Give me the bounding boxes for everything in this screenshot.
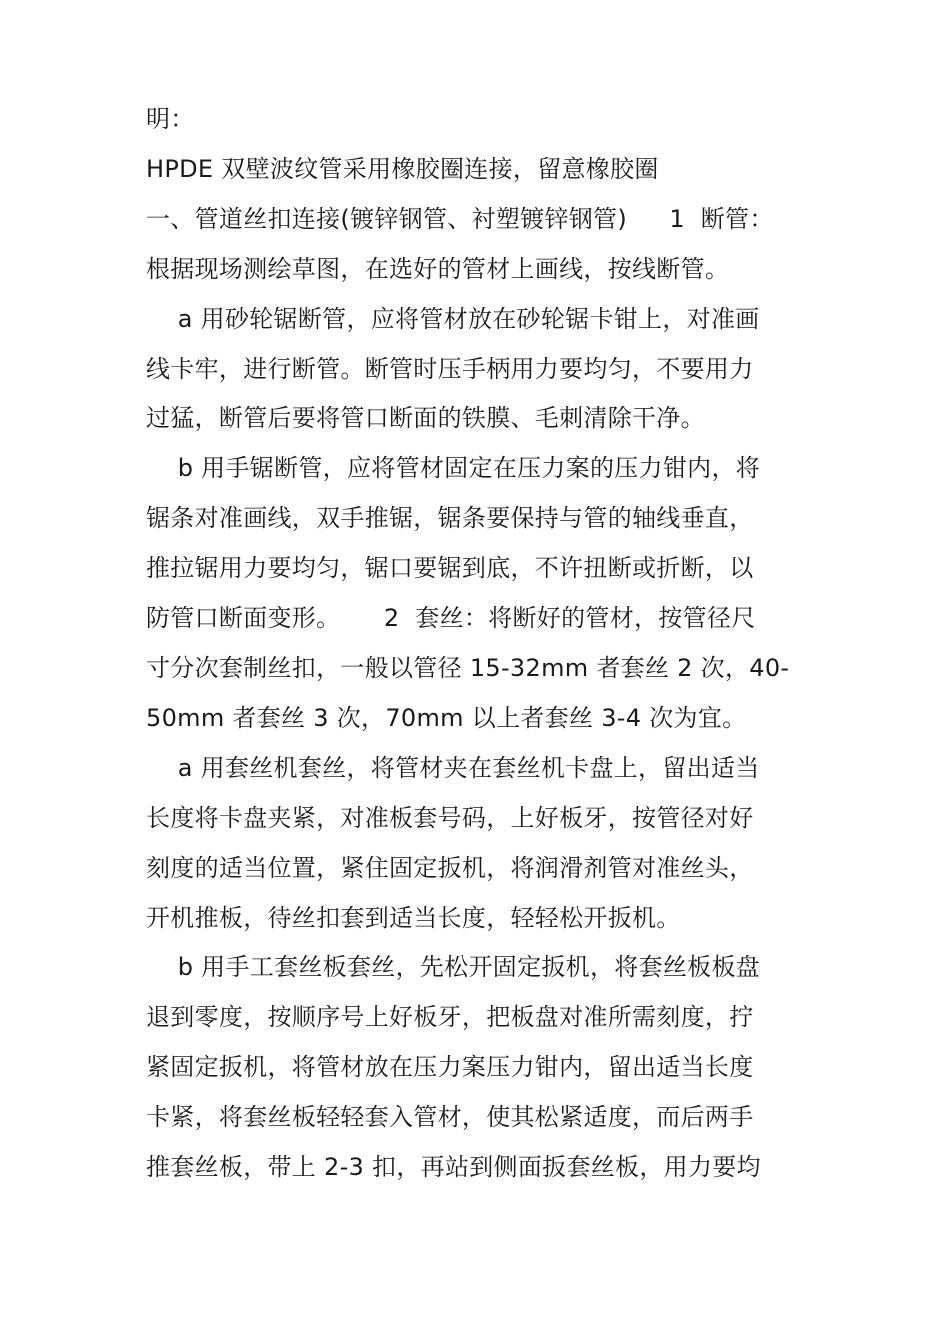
text-line: 明： [146, 105, 195, 133]
text-line: 卡紧，将套丝板轻轻套入管材，使其松紧适度，而后两手 [146, 1103, 754, 1131]
text-line: 防管口断面变形。 2 套丝：将断好的管材，按管径尺 [146, 604, 756, 632]
text-line: 推套丝板，带上 2-3 扣，再站到侧面扳套丝板，用力要均 [146, 1153, 761, 1181]
text-line: 开机推板，待丝扣套到适当长度，轻轻松开扳机。 [146, 904, 681, 932]
text-line: HPDE 双壁波纹管采用橡胶圈连接，留意橡胶圈 [146, 155, 659, 183]
text-line: 根据现场测绘草图，在选好的管材上画线，按线断管。 [146, 255, 730, 283]
text-line: 一、管道丝扣连接(镀锌钢管、衬塑镀锌钢管) 1 断管： [146, 205, 774, 233]
text-line: b 用手锯断管，应将管材固定在压力案的压力钳内，将 [146, 454, 761, 482]
text-line: 过猛，断管后要将管口断面的铁膜、毛刺清除干净。 [146, 404, 705, 432]
text-line: 线卡牢，进行断管。断管时压手柄用力要均匀，不要用力 [146, 355, 754, 383]
text-line: 寸分次套制丝扣，一般以管径 15-32mm 者套丝 2 次，40- [146, 654, 790, 682]
text-line: 刻度的适当位置，紧住固定扳机，将润滑剂管对准丝头， [146, 854, 754, 882]
text-line: 推拉锯用力要均匀，锯口要锯到底，不许扭断或折断，以 [146, 554, 754, 582]
text-line: 50mm 者套丝 3 次，70mm 以上者套丝 3-4 次为宜。 [146, 704, 747, 732]
text-line: 紧固定扳机，将管材放在压力案压力钳内，留出适当长度 [146, 1053, 754, 1081]
text-line: 锯条对准画线，双手推锯，锯条要保持与管的轴线垂直， [146, 504, 754, 532]
text-line: a 用砂轮锯断管，应将管材放在砂轮锯卡钳上，对准画 [146, 305, 760, 333]
text-line: a 用套丝机套丝，将管材夹在套丝机卡盘上，留出适当 [146, 754, 760, 782]
text-line: b 用手工套丝板套丝，先松开固定扳机，将套丝板板盘 [146, 953, 761, 981]
text-line: 长度将卡盘夹紧，对准板套号码，上好板牙，按管径对好 [146, 804, 754, 832]
text-line: 退到零度，按顺序号上好板牙，把板盘对准所需刻度，拧 [146, 1003, 754, 1031]
